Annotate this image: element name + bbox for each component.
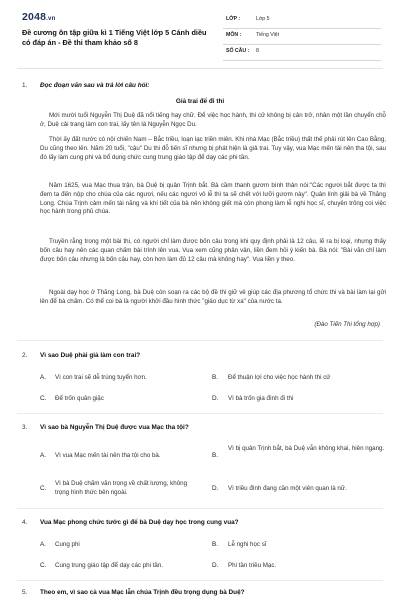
passage-paragraph: Ngoài dạy học ở Thăng Long, bà Duệ còn soạn ra các bộ đề thi giữ vẻ giúp các địa phương tổ chức thi và bài làm lại gửi lên để bà chấm. Có thể coi bà là người khởi đầu hình thức "giáo dục từ xa" của nước ta.	[40, 289, 386, 305]
exam-info-box	[223, 13, 381, 61]
question-divider	[17, 340, 383, 341]
info-value: 8	[256, 48, 259, 54]
info-label: SỐ CÂU :	[226, 48, 250, 54]
question-divider	[17, 580, 383, 581]
answer-letter: C.	[40, 485, 47, 492]
question-divider	[17, 508, 383, 509]
answer-letter: B.	[212, 541, 219, 548]
answer-letter: C.	[40, 395, 47, 402]
answer-option[interactable]: Để thuận lợi cho việc học hành thi cử	[228, 374, 331, 381]
answer-letter: D.	[212, 395, 219, 402]
info-row-subject	[223, 29, 381, 45]
header-divider	[17, 68, 383, 69]
answer-letter: B.	[212, 374, 219, 381]
answer-option[interactable]: Vì vua Mạc mến tài nên tha tội cho bà.	[55, 452, 161, 459]
passage-source: (Đào Tiến Thi tổng hợp)	[314, 321, 380, 328]
question-prompt: Đọc đoạn văn sau và trả lời câu hỏi:	[40, 82, 150, 89]
answer-letter: B.	[212, 452, 219, 459]
passage-title: Giả trai để đi thi	[175, 98, 225, 105]
answer-letter: D.	[212, 485, 219, 492]
passage-paragraph: Năm 1625, vua Mạc thua trận, bà Duệ bị quân Trịnh bắt. Bà cầm thanh gươm bình thản nói:"Các ngươi bắt được ta thì đem ta đến nộp cho chúa của các ngươi, nếu các ngươi vô lễ thì ta sẽ chết với lưỡi gươm này". Quân lính giải bà về Thăng Long. Chúa Trịnh cảm mến tài năng và khí tiết của bà nên không giết mà còn phong làm lễ nghi học sĩ, chuyên trông coi việc học hành trong phủ chúa.	[40, 182, 386, 216]
question-number: 3.	[22, 424, 28, 431]
answer-letter: D.	[212, 562, 219, 569]
question-number: 1.	[22, 82, 28, 89]
passage-paragraph: Thời ấy đất nước có nội chiến Nam – Bắc triều, loạn lạc triền miên. Khi nhà Mạc (Bắc triều) thất thế phải rút lên Cao Bằng, Du cũng theo lên. Năm 20 tuổi, "cậu" Du thi đỗ tiến sĩ nhưng bị phát hiện là giả trai. Tuy vậy, vua Mạc mến tài nên tha tội, sau đó lấy làm cung phi và bổ dụng chức cung trung giáo tập để dạy các phi tần.	[40, 136, 386, 161]
answer-option[interactable]: Vì con trai sẽ dễ trúng tuyển hơn.	[55, 374, 147, 381]
info-value: Lớp 5	[256, 16, 270, 22]
info-label: LỚP :	[226, 16, 241, 22]
info-label: MÔN :	[226, 32, 242, 38]
passage-paragraph: Truyền rằng trong một bài thi, có người chỉ làm được bốn câu trong khi quy định phải là 12 câu, lẽ ra bị loại, nhưng thấy bốn câu hay nên các quan chấm bài trình lên vua. Vua xem cũng phân vân, liền đem hỏi ý kiến bà. Bà nói: "Bài văn chỉ làm được bốn câu nhưng là bốn câu hay, còn hơn làm đủ 12 câu mà không hay". Vua liền y theo.	[40, 238, 386, 263]
question-prompt: Theo em, vì sao cả vua Mạc lẫn chúa Trịnh đều trọng dụng bà Duệ?	[40, 589, 245, 596]
question-number: 5.	[22, 589, 28, 596]
info-row-class	[223, 13, 381, 29]
answer-option[interactable]: Lễ nghi học sĩ	[228, 541, 267, 548]
info-row-question-count	[223, 45, 381, 61]
answer-letter: C.	[40, 562, 47, 569]
answer-option[interactable]: Vì bị quân Trịnh bắt, bà Duệ vẫn không khai, hiên ngang.	[228, 445, 385, 452]
site-logo[interactable]	[22, 11, 55, 23]
answer-letter: A.	[40, 452, 47, 459]
answer-option[interactable]: Cung phi	[55, 541, 80, 548]
question-prompt: Vì sao bà Nguyễn Thị Duệ được vua Mạc tha tội?	[40, 424, 189, 431]
info-value: Tiếng Việt	[256, 32, 280, 38]
question-divider	[17, 413, 383, 414]
question-number: 2.	[22, 352, 28, 359]
answer-letter: A.	[40, 541, 47, 548]
passage-paragraph: Mới mười tuổi Nguyễn Thị Duệ đã nổi tiếng hay chữ. Để việc học hành, thi cử không bị cản trở, nhân một lần chuyển chỗ ở, Duệ cải trang làm con trai, lấy tên là Nguyễn Ngọc Du.	[40, 112, 386, 128]
answer-option[interactable]: Vì bà Duệ chấm văn trọng về chất lượng, không trọng hình thức bên ngoài.	[55, 480, 188, 496]
answer-option[interactable]: Vì triều đình đang cần một viên quan là nữ.	[228, 485, 347, 492]
question-number: 4.	[22, 519, 28, 526]
question-prompt: Vì sao Duệ phải giả làm con trai?	[40, 352, 141, 359]
answer-option[interactable]: Cung trung giáo tập để dạy các phi tần.	[55, 562, 164, 569]
answer-option[interactable]: Vì bà trốn gia đình đi thi	[228, 395, 294, 402]
document-title: Đề cương ôn tập giữa kì 1 Tiếng Việt lớp 5 Cánh diều có đáp án - Đề thi tham khảo số 8	[22, 28, 207, 47]
answer-letter: A.	[40, 374, 47, 381]
question-prompt: Vua Mạc phong chức tước gì để bà Duệ dạy học trong cung vua?	[40, 519, 239, 526]
logo-main: 2048	[22, 11, 47, 23]
answer-option[interactable]: Phi tần triều Mạc.	[228, 562, 277, 569]
logo-suffix: .vn	[46, 16, 56, 22]
answer-option[interactable]: Để trốn quân giặc	[55, 395, 104, 402]
page-header	[0, 0, 400, 68]
